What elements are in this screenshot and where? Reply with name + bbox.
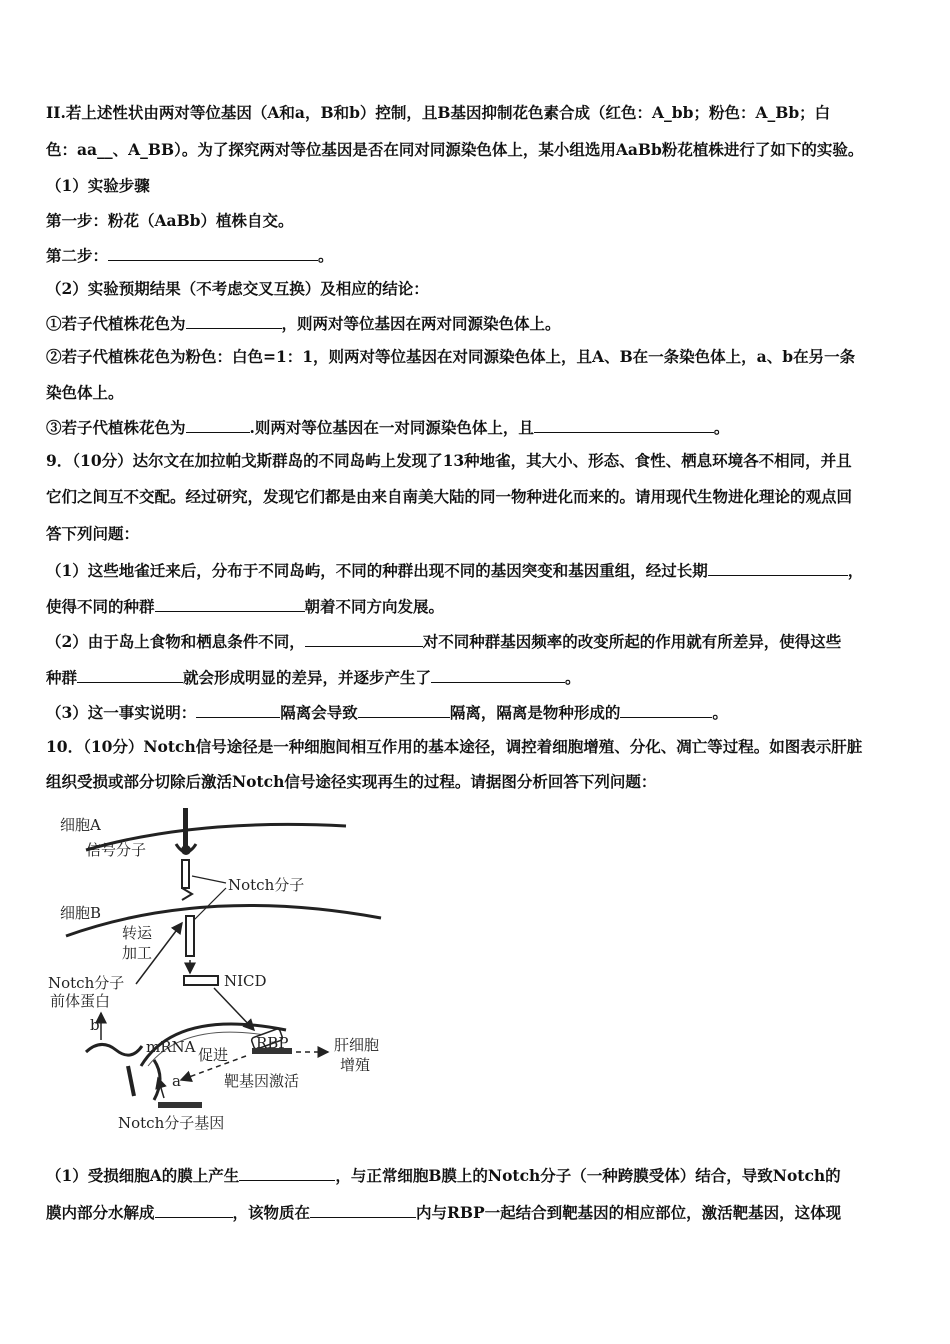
section-ii-line-2: 色：aa__、A_BB）。为了探究两对等位基因是否在同对同源染色体上，某小组选用AaBb粉花植株进行了如下的实验。 — [46, 140, 864, 159]
answer-blank[interactable] — [155, 596, 305, 612]
result-3 — [46, 417, 912, 438]
result-3-prefix: ③若子代植株花色为 — [46, 418, 186, 437]
notch-segment-upper — [182, 860, 189, 888]
answer-blank[interactable] — [108, 245, 318, 261]
cell-b-membrane — [66, 906, 381, 936]
q10-part-1-suffix: ，与正常细胞B膜上的Notch分子（一种跨膜受体）结合，导致Notch的 — [335, 1166, 841, 1185]
notch-pathway-diagram — [46, 808, 406, 1138]
notch-segment-lower — [186, 916, 194, 956]
label-notch-gene: Notch分子基因 — [118, 1114, 225, 1132]
q10-part-1-line-2-suffix: 内与RBP一起结合到靶基因的相应部位，激活靶基因，这体现 — [416, 1203, 842, 1222]
experiment-steps-heading: （1）实验步骤 — [46, 176, 150, 195]
q9-part-2-line-2-middle: 就会形成明显的差异，并逐步产生了 — [183, 668, 432, 687]
label-notch-precursor-2: 前体蛋白 — [50, 992, 111, 1010]
answer-blank[interactable] — [310, 1202, 416, 1218]
label-transport-1: 转运 — [122, 924, 153, 942]
result-1-suffix: ，则两对等位基因在两对同源染色体上。 — [281, 314, 561, 333]
label-transport-2: 加工 — [122, 944, 153, 962]
answer-blank[interactable] — [620, 702, 712, 718]
nicd-fragment — [184, 976, 218, 985]
result-1 — [46, 313, 912, 334]
answer-blank[interactable] — [239, 1165, 335, 1181]
q10-part-1-line-2 — [46, 1202, 912, 1223]
q10-line-1: 10．（10分）Notch信号途径是一种细胞间相互作用的基本途径，调控着细胞增殖、分化、凋亡等过程。如图表示肝脏 — [46, 737, 863, 756]
q9-part-1-line-2-suffix: 朝着不同方向发展。 — [304, 597, 445, 616]
label-cell-b: 细胞B — [60, 904, 102, 922]
expected-results-heading: （2）实验预期结果（不考虑交叉互换）及相应的结论： — [46, 279, 429, 298]
answer-blank[interactable] — [358, 702, 450, 718]
step-2-suffix: 。 — [318, 246, 334, 265]
label-target-activation: 靶基因激活 — [224, 1072, 300, 1090]
q9-part-1-prefix: （1）这些地雀迁来后，分布于不同岛屿，不同的种群出现不同的基因突变和基因重组，经过长期 — [46, 561, 708, 580]
label-signal-molecule: 信号分子 — [86, 841, 147, 859]
notch-cleavage — [182, 888, 192, 900]
label-liver-1: 肝细胞 — [334, 1036, 380, 1054]
result-3-suffix: 。 — [713, 418, 730, 437]
answer-blank[interactable] — [431, 667, 565, 683]
section-ii-line-1: II.若上述性状由两对等位基因（A和a，B和b）控制，且B基因抑制花色素合成（红色：A_bb；粉色：A_Bb；白 — [46, 103, 831, 122]
q9-part-2-line-2-suffix: 。 — [565, 668, 581, 687]
answer-blank[interactable] — [305, 631, 423, 647]
answer-blank[interactable] — [534, 417, 714, 433]
answer-blank[interactable] — [186, 417, 250, 433]
step-1: 第一步：粉花（AaBb）植株自交。 — [46, 211, 294, 230]
q9-part-2-line-2-prefix: 种群 — [46, 668, 78, 687]
label-b: b — [90, 1016, 100, 1034]
q9-line-2: 它们之间互不交配。经过研究，发现它们都是由来自南美大陆的同一物种进化而来的。请用现代生物进化理论的观点回 — [46, 487, 853, 506]
q9-part-3-prefix: （3）这一事实说明： — [46, 703, 197, 722]
label-mrna: mRNA — [146, 1038, 196, 1056]
answer-blank[interactable] — [186, 313, 282, 329]
step-2 — [46, 245, 912, 266]
q9-part-2 — [46, 631, 912, 652]
answer-blank[interactable] — [77, 667, 183, 683]
q9-part-3-mid-2: 隔离，隔离是物种形成的 — [449, 703, 621, 722]
answer-blank[interactable] — [708, 560, 848, 576]
q10-part-1-prefix: （1）受损细胞A的膜上产生 — [46, 1166, 240, 1185]
q9-part-1 — [46, 560, 912, 581]
q9-part-3 — [46, 702, 912, 723]
q9-part-2-suffix: 对不同种群基因频率的改变所起的作用就有所差异，使得这些 — [422, 632, 842, 651]
label-liver-2: 增殖 — [340, 1056, 371, 1074]
label-nicd: NICD — [224, 972, 267, 990]
q9-part-2-prefix: （2）由于岛上食物和栖息条件不同， — [46, 632, 305, 651]
q10-line-2: 组织受损或部分切除后激活Notch信号途径实现再生的过程。请据图分析回答下列问题： — [46, 772, 657, 791]
label-rbp: RBP — [256, 1034, 289, 1052]
signal-molecule-stalk — [183, 808, 188, 846]
q9-line-1: 9．（10分）达尔文在加拉帕戈斯群岛的不同岛屿上发现了13种地雀，其大小、形态、食性、栖息环境各不相同，并且 — [46, 451, 852, 470]
label-cell-a: 细胞A — [60, 816, 101, 834]
label-a: a — [172, 1072, 181, 1090]
notch-pathway-figure — [46, 808, 406, 1138]
q10-part-1 — [46, 1165, 912, 1186]
dna-strand-left — [128, 1066, 134, 1096]
result-1-prefix: ①若子代植株花色为 — [46, 314, 186, 333]
answer-blank[interactable] — [155, 1202, 233, 1218]
label-promote: 促进 — [198, 1046, 229, 1064]
q9-line-3: 答下列问题： — [46, 524, 140, 543]
q9-part-3-mid-1: 隔离会导致 — [280, 703, 358, 722]
q10-part-1-line-2-prefix: 膜内部分水解成 — [46, 1203, 155, 1222]
result-2-line-1: ②若子代植株花色为粉色：白色=1：1，则两对等位基因在对同源染色体上，且A、B在一条染色体上，a、b在另一条 — [46, 347, 856, 366]
result-3-middle: .则两对等位基因在一对同源染色体上，且 — [249, 418, 534, 437]
label-notch-precursor-1: Notch分子 — [48, 974, 125, 992]
q9-part-1-line-2-prefix: 使得不同的种群 — [46, 597, 155, 616]
step-2-prefix: 第二步： — [46, 246, 109, 265]
q9-part-2-line-2 — [46, 667, 912, 688]
mrna-strand — [86, 1044, 142, 1055]
q10-part-1-line-2-mid: ，该物质在 — [232, 1203, 311, 1222]
q9-part-1-line-2 — [46, 596, 912, 617]
signal-molecule — [181, 845, 191, 855]
label-notch-molecule: Notch分子 — [228, 876, 305, 894]
answer-blank[interactable] — [196, 702, 280, 718]
notch-gene-dna — [158, 1102, 202, 1108]
q9-part-1-suffix: ， — [847, 561, 864, 580]
q9-part-3-suffix: 。 — [712, 703, 728, 722]
result-2-line-2: 染色体上。 — [46, 383, 124, 402]
